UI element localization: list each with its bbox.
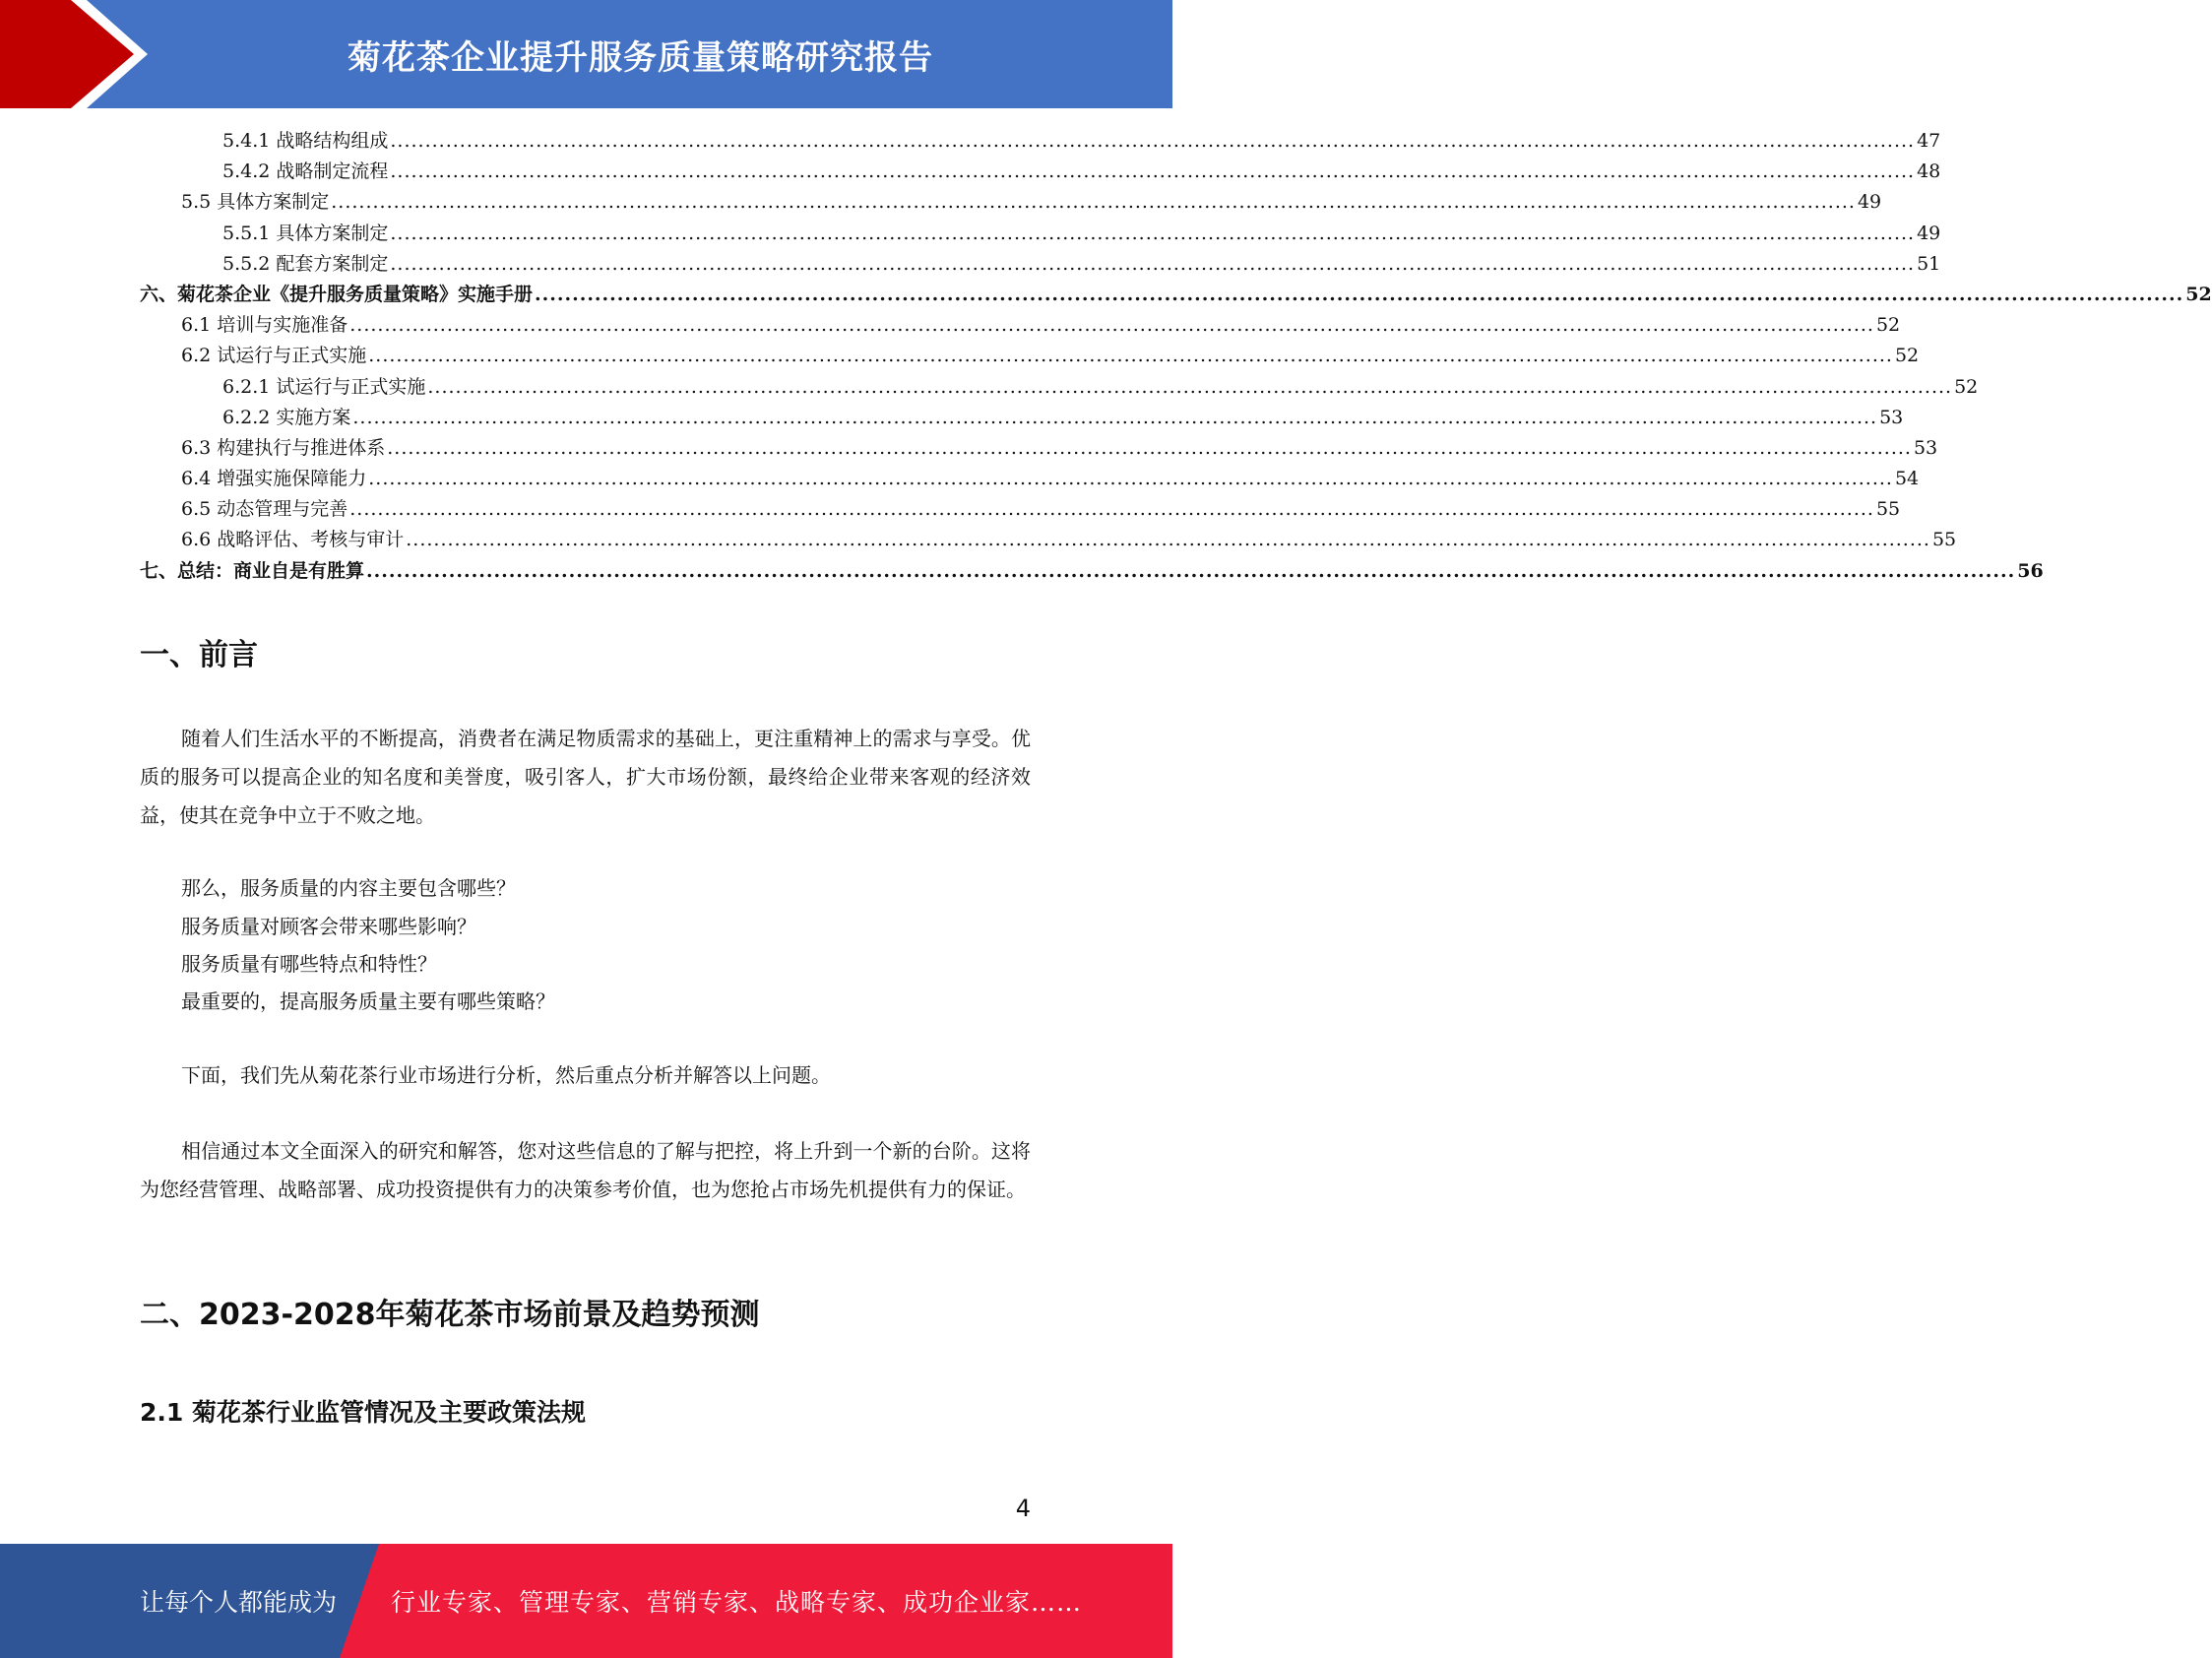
toc-entry-page: 53 <box>1879 406 1904 428</box>
page-number: 4 <box>1015 1495 1031 1522</box>
section-heading-preface: 一、前言 <box>140 638 258 672</box>
toc-entry[interactable] <box>140 157 1941 187</box>
toc-leader-dots: ............................................................................................................................................................................................................................ <box>390 130 1916 152</box>
toc-leader-dots: ............................................................................................................................................................................................................................ <box>390 222 1916 244</box>
toc-entry[interactable] <box>140 464 1920 494</box>
preface-paragraph-2: 下面，我们先从菊花茶行业市场进行分析，然后重点分析并解答以上问题。 <box>181 1063 831 1087</box>
toc-leader-dots: ............................................................................................................................................................................................................................ <box>390 252 1916 275</box>
toc-leader-dots: ............................................................................................................................................................................................................................ <box>390 160 1916 183</box>
toc-entry-label: 六、菊花茶企业《提升服务质量策略》实施手册 <box>140 283 534 305</box>
toc-leader-dots: ............................................................................................................................................................................................................................ <box>331 191 1856 214</box>
toc-entry[interactable] <box>140 403 1904 433</box>
toc-entry-label: 6.6 战略评估、考核与审计 <box>181 529 405 551</box>
toc-entry-page: 52 <box>1954 375 1979 398</box>
preface-question-2: 服务质量对顾客会带来哪些影响？ <box>181 915 476 938</box>
toc-entry-label: 5.5 具体方案制定 <box>181 191 330 214</box>
toc-entry-page: 52 <box>2185 283 2212 305</box>
section-heading-market-forecast: 二、2023-2028年菊花茶市场前景及趋势预测 <box>140 1298 760 1332</box>
preface-question-1: 那么，服务质量的内容主要包含哪些？ <box>181 876 516 900</box>
toc-leader-dots: ............................................................................................................................................................................................................................ <box>352 406 1878 428</box>
toc-leader-dots: ............................................................................................................................................................................................................................ <box>406 529 1930 551</box>
toc-entry-page: 51 <box>1917 252 1941 275</box>
toc-leader-dots: ............................................................................................................................................................................................................................ <box>427 375 1953 398</box>
toc-entry-page: 49 <box>1917 222 1941 244</box>
subsection-heading-regulation: 2.1 菊花茶行业监管情况及主要政策法规 <box>140 1398 586 1427</box>
toc-entry-label: 6.4 增强实施保障能力 <box>181 468 367 490</box>
toc-leader-dots: ............................................................................................................................................................................................................................ <box>368 468 1893 490</box>
toc-entry-page: 56 <box>2017 559 2044 582</box>
footer-slogan-left: 让每个人都能成为 <box>140 1588 338 1617</box>
toc-entry-page: 53 <box>1913 436 1938 459</box>
toc-entry-page: 54 <box>1894 468 1920 490</box>
preface-question-3: 服务质量有哪些特点和特性？ <box>181 952 437 976</box>
toc-entry[interactable] <box>140 249 1941 280</box>
toc-entry-label: 七、总结：商业自是有胜算 <box>140 559 365 582</box>
toc-entry[interactable] <box>140 280 2212 310</box>
header-red-chevron-icon <box>0 0 148 108</box>
toc-entry-label: 5.5.1 具体方案制定 <box>222 222 389 244</box>
toc-entry-label: 6.1 培训与实施准备 <box>181 314 348 337</box>
toc-entry[interactable] <box>140 494 1901 525</box>
toc-leader-dots: ............................................................................................................................................................................................................................ <box>535 283 2184 305</box>
preface-paragraph-1: 随着人们生活水平的不断提高，消费者在满足物质需求的基础上，更注重精神上的需求与享受。优质的服务可以提高企业的知名度和美誉度，吸引客人，扩大市场份额，最终给企业带来客观的经济效益，使其在竞争中立于不败之地。 <box>140 727 1031 827</box>
toc-entry[interactable] <box>140 372 1979 403</box>
toc-entry[interactable] <box>140 219 1941 249</box>
toc-leader-dots: ............................................................................................................................................................................................................................ <box>368 345 1893 367</box>
toc-entry[interactable] <box>140 187 1882 218</box>
toc-entry-label: 6.2.2 实施方案 <box>222 406 351 428</box>
toc-entry[interactable] <box>140 556 2044 587</box>
toc-entry-label: 6.2 试运行与正式实施 <box>181 345 367 367</box>
toc-entry-page: 55 <box>1931 529 1957 551</box>
toc-entry-page: 48 <box>1917 160 1941 183</box>
toc-entry-label: 6.2.1 试运行与正式实施 <box>222 375 426 398</box>
toc-entry[interactable] <box>140 310 1901 341</box>
toc-leader-dots: ............................................................................................................................................................................................................................ <box>366 559 2016 582</box>
toc-entry-page: 47 <box>1917 130 1941 152</box>
toc-leader-dots: ............................................................................................................................................................................................................................ <box>387 436 1912 459</box>
toc-entry-page: 55 <box>1875 498 1901 521</box>
report-title: 菊花茶企业提升服务质量策略研究报告 <box>348 37 933 78</box>
toc-entry-page: 52 <box>1894 345 1920 367</box>
page-footer <box>0 1544 1172 1658</box>
toc-entry[interactable] <box>140 126 1941 157</box>
toc-entry[interactable] <box>140 525 1957 555</box>
toc-entry-label: 5.4.2 战略制定流程 <box>222 160 389 183</box>
page-header <box>0 0 1172 108</box>
toc-leader-dots: ............................................................................................................................................................................................................................ <box>349 498 1874 521</box>
preface-question-4: 最重要的，提高服务质量主要有哪些策略？ <box>181 989 555 1013</box>
footer-slogan-right: 行业专家、管理专家、营销专家、战略专家、成功企业家…… <box>391 1588 1083 1617</box>
toc-entry-page: 52 <box>1875 314 1901 337</box>
toc-entry-label: 6.5 动态管理与完善 <box>181 498 348 521</box>
toc-entry-label: 5.5.2 配套方案制定 <box>222 252 389 275</box>
toc-entry-label: 5.4.1 战略结构组成 <box>222 130 389 152</box>
preface-paragraph-3: 相信通过本文全面深入的研究和解答，您对这些信息的了解与把控，将上升到一个新的台阶。这将为您经营管理、战略部署、成功投资提供有力的决策参考价值，也为您抢占市场先机提供有力的保证。 <box>140 1139 1031 1201</box>
toc-leader-dots: ............................................................................................................................................................................................................................ <box>349 314 1874 337</box>
table-of-contents <box>140 126 2212 587</box>
toc-entry[interactable] <box>140 341 1920 371</box>
toc-entry-page: 49 <box>1857 191 1882 214</box>
toc-entry-label: 6.3 构建执行与推进体系 <box>181 436 386 459</box>
toc-entry[interactable] <box>140 433 1938 464</box>
